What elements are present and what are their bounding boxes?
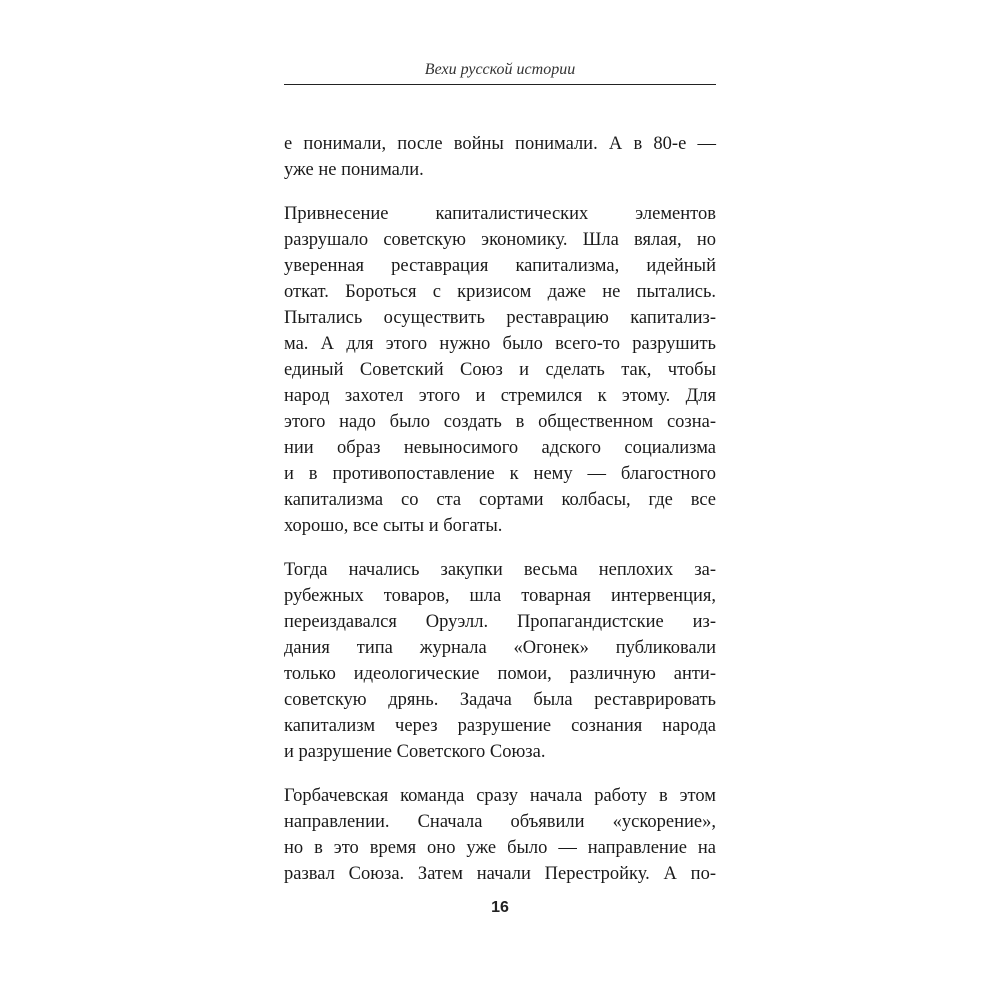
text-line: рубежных товаров, шла товарная интервенция, [284,586,716,606]
text-line: только идеологические помои, различную анти- [284,664,716,684]
text-line: этого надо было создать в общественном созна- [284,412,716,432]
text-line: развал Союза. Затем начали Перестройку. А по- [284,864,716,884]
paragraph-1 [284,131,716,183]
text-line: уверенная реставрация капитализма, идейный [284,256,716,276]
paragraph-4 [284,783,716,887]
text-line: Привнесение капиталистических элементов [284,204,716,224]
text-line: Пытались осуществить реставрацию капитализ- [284,308,716,328]
text-line: откат. Бороться с кризисом даже не пытались. [284,282,716,302]
text-line: нии образ невыносимого адского социализма [284,438,716,458]
text-line: направлении. Сначала объявили «ускорение», [284,812,716,832]
text-line: единый Советский Союз и сделать так, чтобы [284,360,716,380]
header-rule [284,84,716,85]
text-line: уже не понимали. [284,160,424,180]
text-line: Тогда начались закупки весьма неплохих за- [284,560,716,580]
text-line: хорошо, все сыты и богаты. [284,516,503,536]
text-line: капитализм через разрушение сознания народа [284,716,716,736]
text-line: Горбачевская команда сразу начала работу в этом [284,786,716,806]
paragraph-3 [284,557,716,765]
text-line: но в это время оно уже было — направление на [284,838,716,858]
body-text [284,131,716,905]
paragraph-2 [284,201,716,539]
text-line: дания типа журнала «Огонек» публиковали [284,638,716,658]
text-line: и разрушение Советского Союза. [284,742,546,762]
text-line: и в противопоставление к нему — благостного [284,464,716,484]
text-line: ма. А для этого нужно было всего-то разрушить [284,334,716,354]
text-line: разрушало советскую экономику. Шла вялая, но [284,230,716,250]
text-line: народ захотел этого и стремился к этому. Для [284,386,716,406]
text-line: капитализма со ста сортами колбасы, где все [284,490,716,510]
text-line: е понимали, после войны понимали. А в 80-е — [284,134,716,154]
text-line: советскую дрянь. Задача была реставрировать [284,690,716,710]
page-number: 16 [491,899,509,916]
running-head: Вехи русской истории [424,61,576,78]
text-line: переиздавался Оруэлл. Пропагандистские из- [284,612,716,632]
